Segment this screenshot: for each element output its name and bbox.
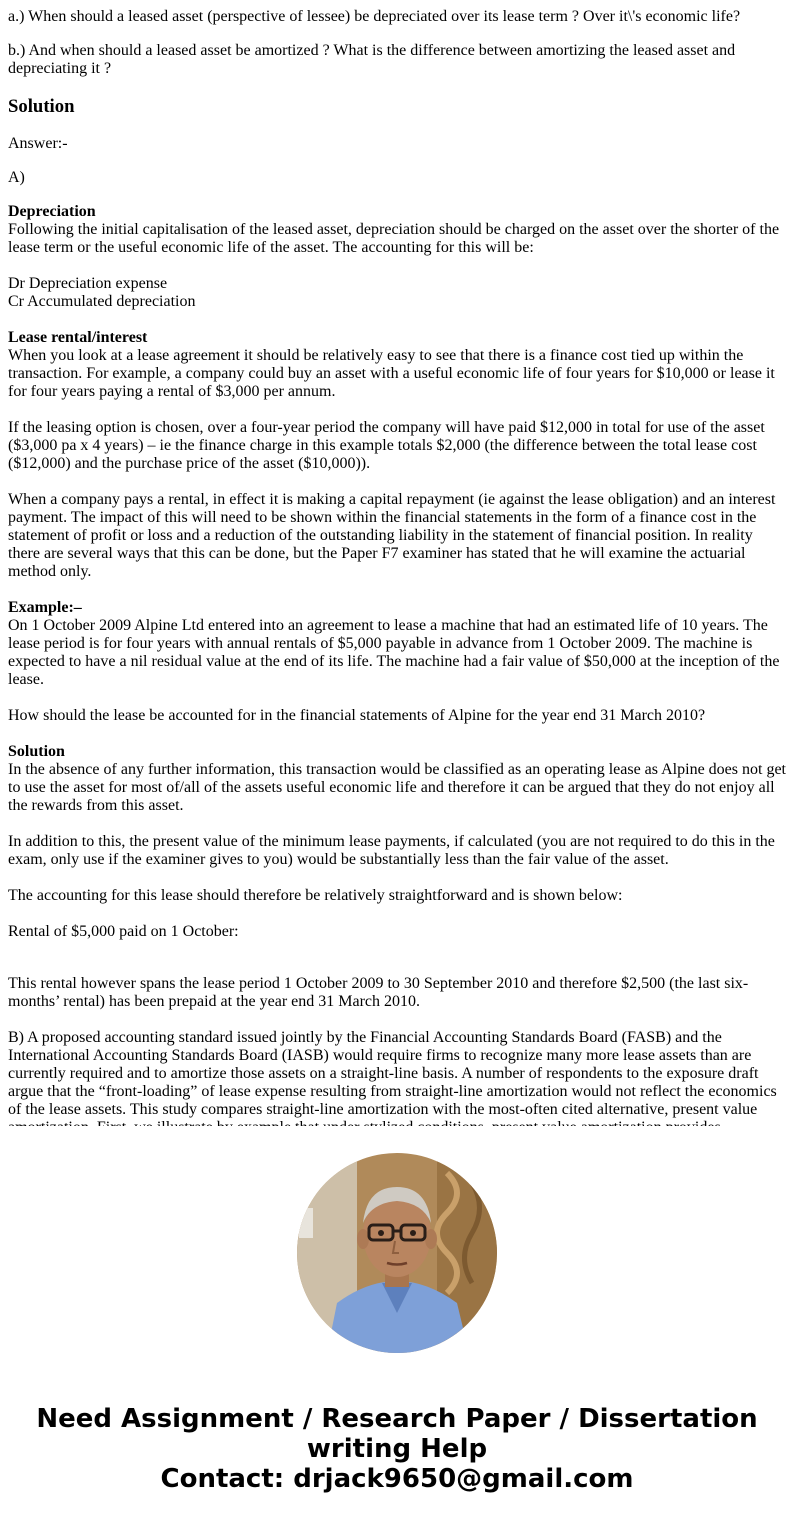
- example-p2: How should the lease be accounted for in the financial statements of Alpine for the year end 31 March 2010?: [8, 707, 706, 724]
- example-heading: Example:–: [8, 599, 82, 616]
- profile-photo: [297, 1153, 497, 1353]
- lease-rental-section: [8, 329, 788, 581]
- lease-rental-p1: When you look at a lease agreement it should be relatively easy to see that there is a finance cost tied up within the transaction. For example, a company could buy an asset with a useful economic life of four years for $10,000 or lease it for four years paying a rental of $3,000 per annum.: [8, 347, 775, 400]
- depreciation-heading: Depreciation: [8, 203, 96, 220]
- lease-rental-p2: If the leasing option is chosen, over a four-year period the company will have paid $12,000 in total for use of the asset ($3,000 pa x 4 years) – ie the finance charge in this example totals $2,000 (the difference between the total lease cost ($12,000) and the purchase price of the asset ($10,000)).: [8, 419, 765, 472]
- entry-dr: Dr Depreciation expense: [8, 275, 168, 292]
- example-solution-p2: In addition to this, the present value of the minimum lease payments, if calculated (you are not required to do this in the exam, only use if the examiner gives to you) would be substantially less than the fair value of the asset.: [8, 833, 775, 868]
- depreciation-section: [8, 203, 788, 257]
- part-b: B) A proposed accounting standard issued jointly by the Financial Accounting Standards Board (FASB) and the International Accounting Standards Board (IASB) would require firms to recognize many more lease assets than are currently required and to amortize those assets on a straight-line basis. A number of respondents to the exposure draft argue that the “front-loading” of lease expense resulting from straight-line amortization would not reflect the economics of the lease assets. This study compares straight-line amortization with the most-often cited alternative, present value: [8, 1029, 777, 1118]
- example-solution-p5: This rental however spans the lease period 1 October 2009 to 30 September 2010 and therefore $2,500 (the last six-months’ rental) has been prepaid at the year end 31 March 2010.: [8, 975, 749, 1010]
- question-b: b.) And when should a leased asset be amortized ? What is the difference between amortizing the leased asset and depreciating it ?: [8, 42, 736, 77]
- example-section: [8, 599, 788, 725]
- lease-rental-p3: When a company pays a rental, in effect it is making a capital repayment (ie against the lease obligation) and an interest payment. The impact of this will need to be shown within the financial statements in the form of a finance cost in the statement of profit or loss and a reduction of the outstanding liability in the statement of financial position. In reality there are several ways that this can be done, but the Paper F7 examiner has stated that he will examine the actuarial method only.: [8, 491, 776, 580]
- answer-label: Answer:-: [8, 135, 68, 152]
- promo-line2: writing Help: [306, 1434, 488, 1464]
- avatar: [297, 1153, 497, 1353]
- example-solution-p4: Rental of $5,000 paid on 1 October:: [8, 923, 239, 940]
- promo-text: [0, 1404, 794, 1494]
- journal-entry: [8, 275, 788, 311]
- entry-cr: Cr Accumulated depreciation: [8, 293, 196, 310]
- promo-contact[interactable]: Contact: drjack9650@gmail.com: [160, 1464, 634, 1494]
- example-solution-heading: Solution: [8, 743, 65, 760]
- example-solution-p3: The accounting for this lease should therefore be relatively straightforward and is shown below:: [8, 887, 623, 904]
- solution-heading: Solution: [8, 96, 75, 117]
- promo-banner: [0, 1126, 794, 1523]
- promo-line1: Need Assignment / Research Paper / Dissertation: [36, 1404, 758, 1434]
- article-content: [8, 8, 788, 1126]
- example-solution-section: [8, 743, 788, 1011]
- depreciation-text: Following the initial capitalisation of the leased asset, depreciation should be charged on the asset over the shorter of the lease term or the useful economic life of the asset. The accounting for this will be:: [8, 221, 780, 256]
- example-solution-p1: In the absence of any further information, this transaction would be classified as an operating lease as Alpine does not get to use the asset for most of/all of the assets useful economic life and therefore it can be argued that they do not enjoy all the rewards from this asset.: [8, 761, 786, 814]
- lease-rental-heading: Lease rental/interest: [8, 329, 148, 346]
- question-a: a.) When should a leased asset (perspective of lessee) be depreciated over its lease term ? Over it\'s economic life?: [8, 8, 741, 25]
- part-a-label: A): [8, 169, 25, 186]
- example-p1: On 1 October 2009 Alpine Ltd entered into an agreement to lease a machine that had an estimated life of 10 years. The lease period is for four years with annual rentals of $5,000 payable in advance from 1 October 2009. The machine is expected to have a nil residual value at the end of its life. The machine had a fair value of $50,000 at the inception of the lease.: [8, 617, 780, 688]
